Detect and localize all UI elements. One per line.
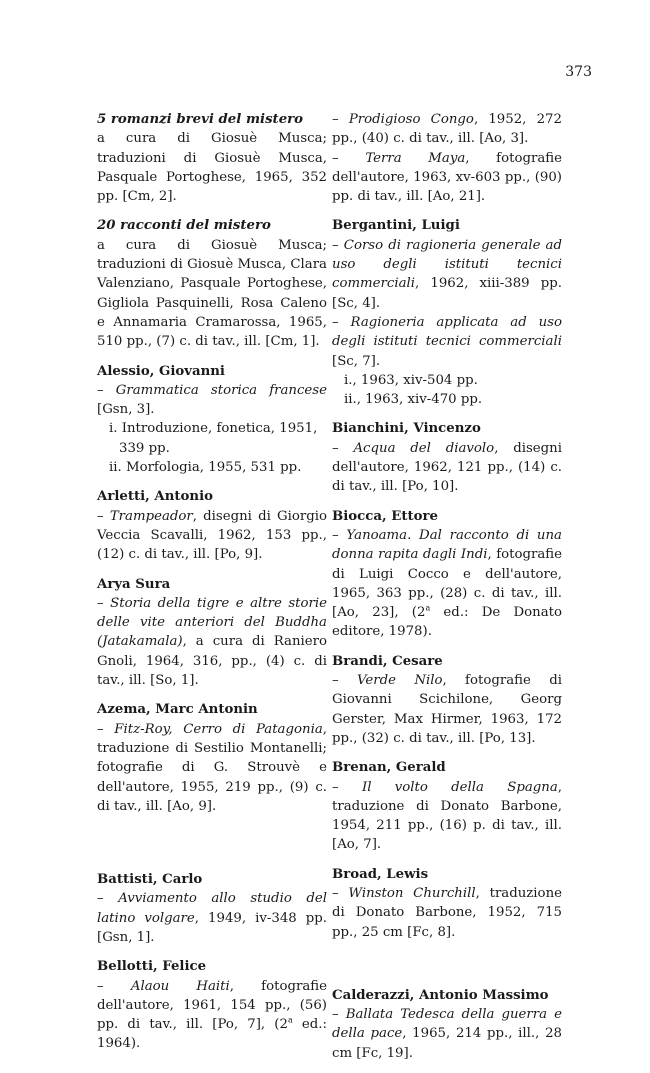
work-title: Acqua del diavolo	[353, 440, 495, 456]
entry-body: – Acqua del diavolo, disegni dell'autore, 1962, 121 pp., (14) c. di tav., ill. [Po, 10].	[332, 440, 562, 495]
entry	[332, 149, 562, 207]
entry	[332, 419, 562, 496]
work-title: Storia della tigre e altre storie delle vite anteriori del Buddha (Jatakamala)	[97, 595, 327, 650]
entry-body: – Yanoama. Dal racconto di una donna rapita dagli Indi, fotografie di Luigi Cocco e dell'autore, 1965, 363 pp., (28) c. di tav., ill. [Ao, 23], (2$^a$ ed.: De Donato editore, 1978).	[332, 527, 562, 640]
entry	[97, 362, 327, 478]
entry	[332, 758, 562, 854]
entry	[332, 110, 562, 149]
entry-heading: Brandi, Cesare	[332, 653, 443, 669]
volume-line: i. Introduzione, fonetica, 1951,	[109, 421, 318, 437]
entry-body: – Ragioneria applicata ad uso degli istituti tecnici commerciali [Sc, 7].	[332, 314, 562, 369]
work-title: Verde Nilo	[357, 673, 443, 689]
entry-heading: 5 romanzi brevi del mistero	[97, 112, 304, 127]
entry	[97, 575, 327, 691]
entry-rest: , traduzione di Donato Barbone, 1952, 715 pp., 25 cm [Fc, 8].	[332, 885, 562, 940]
work-title: Prodigioso Congo	[348, 112, 474, 127]
volume-line: 339 pp.	[119, 440, 170, 456]
work-title: Fitz-Roy, Cerro di Patagonia	[114, 721, 323, 737]
entry-rest: [Sc, 7].	[332, 353, 381, 369]
entry	[97, 700, 327, 816]
entry-body: – Corso di ragioneria generale ad uso degli istituti tecnici commerciali, 1962, xiii-389 pp. [Sc, 4].	[332, 237, 562, 311]
work-title: Winston Churchill	[348, 885, 476, 901]
entry-rest: , 1965, 214 pp., ill., 28 cm [Fc, 19].	[332, 1026, 562, 1061]
entry-rest: , fotografie di Giovanni Scichilone, Georg Gerster, Max Hirmer, 1963, 172 pp., (32) c. di tav., ill. [Po, 13].	[332, 673, 562, 746]
work-title: Ragioneria applicata ad uso degli istituti tecnici commerciali	[332, 314, 562, 350]
column-gap	[97, 826, 327, 870]
entry-body: – Winston Churchill, traduzione di Donato Barbone, 1952, 715 pp., 25 cm [Fc, 8].	[332, 885, 562, 940]
entry-rest: , 1952, 272 pp., (40) c. di tav., ill. [Ao, 3].	[332, 112, 562, 147]
entry-rest: , fotografie di Luigi Cocco e dell'autore, 1965, 363 pp., (28) c. di tav., ill. [Ao, 23], (2	[332, 547, 562, 621]
entry	[97, 957, 327, 1053]
work-title: Yanoama. Dal racconto di una donna rapita dagli Indi	[332, 527, 562, 563]
entry-rest: , disegni dell'autore, 1962, 121 pp., (14) c. di tav., ill. [Po, 10].	[332, 440, 562, 495]
left-column	[97, 110, 327, 1064]
entry-rest: ed.: De Donato editore, 1978).	[332, 605, 562, 640]
entry-rest: , 1949, iv-348 pp. [Gsn, 1].	[97, 910, 327, 945]
entry-heading: Calderazzi, Antonio Massimo	[332, 987, 549, 1003]
entry	[332, 507, 562, 642]
work-title: Trampeador	[109, 508, 193, 524]
entry-body: – Verde Nilo, fotografie di Giovanni Scichilone, Georg Gerster, Max Hirmer, 1963, 172 pp., (32) c. di tav., ill. [Po, 13].	[332, 673, 562, 746]
entry-body: – Alaou Haiti, fotografie dell'autore, 1961, 154 pp., (56) pp. di tav., ill. [Po, 7], (2$^a$ ed.: 1964).	[97, 978, 327, 1052]
work-title: Alaou Haiti	[130, 978, 230, 994]
column-gap	[332, 952, 562, 986]
entry-body: a cura di Giosuè Musca; traduzioni di Giosuè Musca, Clara Valenziano, Pasquale Portoghese, Gigliola Pasquinelli, Rosa Caleno e Annamaria Cramarossa, 1965, 510 pp., (7) c. di tav., ill. [Cm, 1].	[97, 237, 327, 350]
volume-line: i., 1963, xiv-504 pp.	[344, 372, 478, 388]
work-title: Grammatica storica francese	[115, 382, 327, 398]
entry-body: – Grammatica storica francese [Gsn, 3].	[97, 382, 327, 418]
work-title: Il volto della Spagna	[361, 779, 558, 795]
entry	[332, 216, 562, 409]
volume-line: ii., 1963, xiv-470 pp.	[344, 392, 483, 408]
page-number: 373	[565, 64, 592, 80]
entry	[97, 870, 327, 947]
entry-body: – Fitz-Roy, Cerro di Patagonia, traduzione di Sestilio Montanelli; fotografie di G. Strouvè e dell'autore, 1955, 219 pp., (9) c. di tav., ill. [Ao, 9].	[97, 721, 327, 814]
entry-rest: [Gsn, 3].	[97, 402, 155, 418]
work-title: Ballata Tedesca della guerra e della pace	[332, 1007, 562, 1042]
entry-heading: Arya Sura	[97, 576, 171, 592]
entry-heading: Biocca, Ettore	[332, 508, 438, 524]
entry-body: a cura di Giosuè Musca; traduzioni di Giosuè Musca, Pasquale Portoghese, 1965, 352 pp. [Cm, 2].	[97, 131, 327, 205]
entry	[332, 986, 562, 1063]
entry-body: – Il volto della Spagna, traduzione di Donato Barbone, 1954, 211 pp., (16) p. di tav., ill. [Ao, 7].	[332, 779, 562, 853]
entry-body: – Storia della tigre e altre storie delle vite anteriori del Buddha (Jatakamala), a cura di Raniero Gnoli, 1964, 316, pp., (4) c. di tav., ill. [So, 1].	[97, 595, 327, 689]
work-title: Avviamento allo studio del latino volgare	[97, 891, 327, 926]
entry-heading: Broad, Lewis	[332, 866, 429, 882]
entry-rest: , a cura di Raniero Gnoli, 1964, 316, pp., (4) c. di tav., ill. [So, 1].	[97, 634, 327, 689]
entry-body: – Terra Maya, fotografie dell'autore, 1963, xv-603 pp., (90) pp. di tav., ill. [Ao, 21].	[332, 150, 562, 205]
entry-rest: , disegni di Giorgio Veccia Scavalli, 1962, 153 pp., (12) c. di tav., ill. [Po, 9].	[97, 508, 327, 563]
superscript: a	[425, 603, 431, 613]
entry	[332, 865, 562, 942]
entry-heading: Azema, Marc Antonin	[97, 702, 258, 718]
entry-rest: ed.: 1964).	[97, 1017, 327, 1052]
entry	[97, 216, 327, 351]
entry-heading: Brenan, Gerald	[332, 760, 446, 776]
entry-heading: Alessio, Giovanni	[97, 363, 225, 379]
entry-body: – Prodigioso Congo, 1952, 272 pp., (40) c. di tav., ill. [Ao, 3].	[332, 112, 562, 147]
entry-body: – Trampeador, disegni di Giorgio Veccia Scavalli, 1962, 153 pp., (12) c. di tav., ill. [Po, 9].	[97, 508, 327, 563]
entry-rest: , fotografie dell'autore, 1963, xv-603 pp., (90) pp. di tav., ill. [Ao, 21].	[332, 150, 562, 205]
superscript: a	[287, 1015, 293, 1025]
entry-heading: Bianchini, Vincenzo	[332, 421, 481, 437]
volume-line: ii. Morfologia, 1955, 531 pp.	[109, 460, 302, 476]
entry-rest: , fotografie dell'autore, 1961, 154 pp., (56) pp. di tav., ill. [Po, 7], (2	[97, 978, 327, 1033]
right-column	[332, 110, 562, 1073]
entry-rest: , 1962, xiii-389 pp. [Sc, 4].	[332, 276, 562, 311]
entry-heading: Battisti, Carlo	[97, 872, 203, 888]
entry	[97, 487, 327, 564]
entry-heading: Arletti, Antonio	[97, 489, 214, 505]
entry-heading: 20 racconti del mistero	[97, 218, 271, 234]
entry-heading: Bellotti, Felice	[97, 959, 207, 975]
entry	[97, 110, 327, 206]
work-title: Terra Maya	[365, 150, 466, 166]
work-title: Corso di ragioneria generale ad uso degli istituti tecnici commerciali	[332, 237, 562, 292]
entry-rest: , traduzione di Sestilio Montanelli; fotografie di G. Strouvè e dell'autore, 1955, 219 pp., (9) c. di tav., ill. [Ao, 9].	[97, 721, 327, 814]
entry-rest: , traduzione di Donato Barbone, 1954, 211 pp., (16) p. di tav., ill. [Ao, 7].	[332, 779, 562, 853]
entry-heading: Bergantini, Luigi	[332, 218, 460, 234]
entry-body: – Ballata Tedesca della guerra e della pace, 1965, 214 pp., ill., 28 cm [Fc, 19].	[332, 1007, 562, 1061]
entry-body: – Avviamento allo studio del latino volgare, 1949, iv-348 pp. [Gsn, 1].	[97, 891, 327, 945]
entry	[332, 652, 562, 748]
